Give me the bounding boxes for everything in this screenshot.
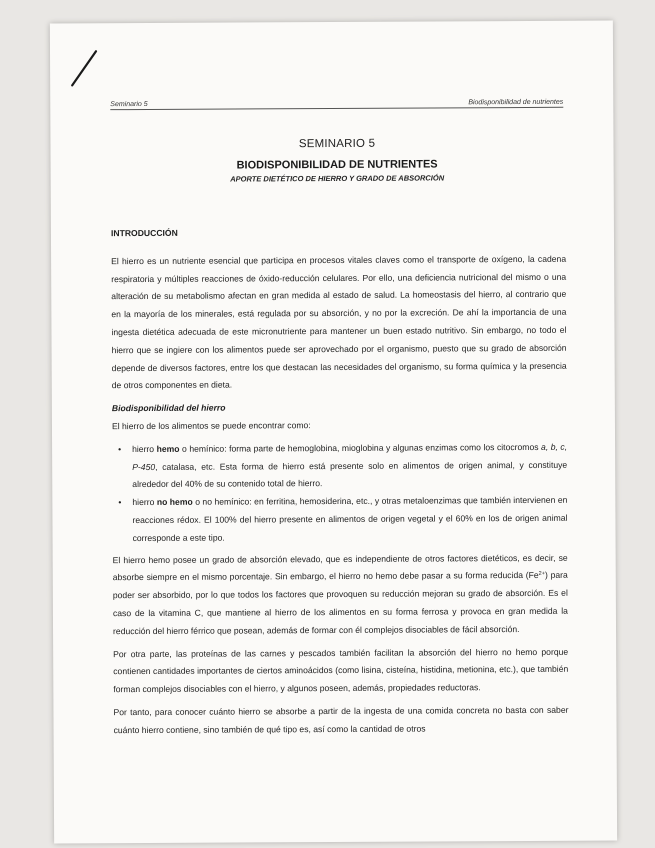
iron-types-list	[112, 439, 568, 548]
bullet-icon: •	[118, 497, 122, 508]
bullet-icon: •	[118, 443, 122, 454]
intro-heading: INTRODUCCIÓN	[110, 227, 178, 239]
list-item-hemo: • hierro hemo o hemínico: forma parte de hemoglobina, mioglobina y algunas enzimas como los citocromos a, b, c, P-450, catalasa, etc. Esta forma de hierro está presente solo en alimentos de origen animal, y constituye alrededor del 40% de su contenido total de hierro.	[118, 441, 568, 490]
running-header	[110, 99, 563, 110]
document-subtitle: APORTE DIETÉTICO DE HIERRO Y GRADO DE ABSORCIÓN	[230, 173, 445, 184]
bio-heading: Biodisponibilidad del hierro	[111, 402, 226, 414]
document-page	[50, 21, 617, 844]
charge-superscript: 2+	[538, 571, 545, 578]
hemo-absorption-paragraph: El hierro hemo posee un grado de absorción elevado, que es independiente de otros factores dietéticos, es decir, se absorbe siempre en el mismo porcentaje. Sin embargo, el hierro no hemo debe pasar a su forma reducida $(Fe^{2+})$ para poder ser absorbido, por lo que todos los factores que provoquen su reducción mejoran su grado de absorción. Es el caso de la vitamina C, que mantiene al hierro de los alimentos en su forma ferrosa y provoca en gran medida la reducción del hierro férrico que posean, además de formar con él complejos disociables de fácil absorción.	[112, 552, 568, 636]
title-block	[110, 137, 563, 184]
list-item-no-hemo: • hierro no hemo o no hemínico: en ferritina, hemosiderina, etc., y otras metaloenzimas que también intervienen en reacciones rédox. El 100% del hierro presente en alimentos de origen vegetal y el 60% en los de origen animal corresponde a este tipo.	[118, 494, 568, 543]
proteins-paragraph: Por otra parte, las proteínas de las carnes y pescados también facilitan la absorción del hierro no hemo porque contienen cantidades importantes de ciertos aminoácidos (como lisina, cisteína, histidina, metionina, etc.), que también forman complejos disociables con el hierro, y algunos poseen, además, propiedades reductoras.	[113, 646, 569, 695]
header-right: Biodisponibilidad de nutrientes	[468, 98, 564, 107]
bio-lead: El hierro de los alimentos se puede encontrar como:	[111, 420, 311, 432]
pen-stroke-mark	[68, 41, 104, 89]
header-left: Seminario 5	[110, 100, 148, 109]
intro-paragraph: El hierro es un nutriente esencial que participa en procesos vitales claves como el transporte de oxígeno, la cadena respiratoria y múltiples reacciones de óxido-reducción celulares. Por ello, una deficiencia nutricional del mismo o una alteración de su metabolismo afectan en gran medida al estado de salud. La homeostasis del hierro, al contrario que en la mayoría de los minerales, está regulada por su absorción, y no por la excreción. De ahí la importancia de una ingesta dietética adecuada de este micronutriente para mantener un buen estado nutritivo. Sin embargo, no todo el hierro que se ingiere con los alimentos puede ser aprovechado por el organismo, puesto que su grado de absorción depende de diversos factores, entre los que destacan las necesidades del organismo, su forma química y la presencia de otros componentes en dieta.	[111, 253, 567, 391]
seminar-number: SEMINARIO 5	[298, 137, 376, 151]
conclusion-paragraph: Por tanto, para conocer cuánto hierro se absorbe a partir de la ingesta de una comida concreta no basta con saber cuánto hierro contiene, sino también de qué tipo es, así como la cantidad de otros	[113, 704, 569, 735]
cytochromes-italic: a, b, c, P-450	[132, 441, 568, 472]
term-hemo: hemo	[156, 443, 180, 454]
body-text	[111, 223, 569, 745]
term-no-hemo: no hemo	[156, 496, 193, 508]
document-title: BIODISPONIBILIDAD DE NUTRIENTES	[236, 158, 438, 172]
